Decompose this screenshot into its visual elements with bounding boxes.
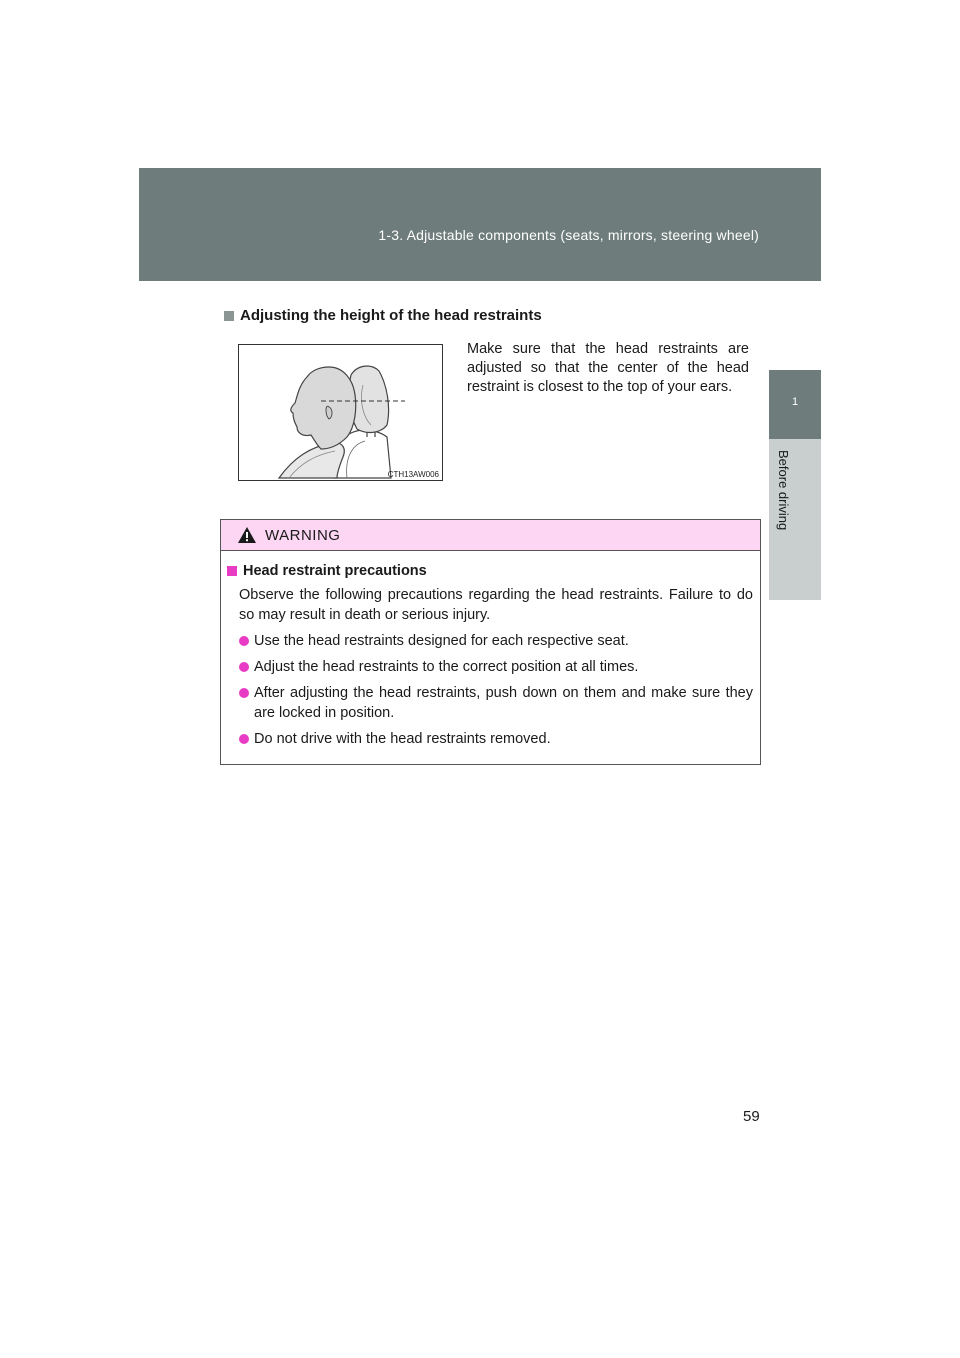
warning-bullet <box>227 729 753 749</box>
illustration-code: CTH13AW006 <box>387 470 439 479</box>
section-path-title: 1-3. Adjustable components (seats, mirrors, steering wheel) <box>378 227 759 243</box>
section-body-text: Make sure that the head restraints are adjusted so that the center of the head restraint is closest to the top of your ears. <box>467 341 749 395</box>
square-bullet-icon <box>227 566 237 576</box>
header-band <box>139 168 821 281</box>
warning-triangle-icon <box>237 526 257 544</box>
page-number: 59 <box>743 1108 760 1125</box>
section-heading <box>224 307 542 324</box>
bullet-dot-icon <box>239 734 249 744</box>
warning-bullet-text: Use the head restraints designed for each respective seat. <box>254 633 629 649</box>
warning-bullet <box>227 631 753 651</box>
chapter-tab <box>769 370 821 439</box>
warning-heading-text: Head restraint precautions <box>243 563 427 579</box>
warning-bullet-text: Adjust the head restraints to the correct position at all times. <box>254 659 639 675</box>
bullet-dot-icon <box>239 688 249 698</box>
section-heading-text: Adjusting the height of the head restraints <box>240 307 542 324</box>
warning-bullet <box>227 683 753 723</box>
head-restraint-drawing <box>239 345 442 480</box>
warning-heading <box>227 561 753 581</box>
warning-bullet-text: After adjusting the head restraints, push down on them and make sure they are locked in position. <box>254 685 753 721</box>
warning-bullet-text: Do not drive with the head restraints removed. <box>254 731 551 747</box>
bullet-dot-icon <box>239 636 249 646</box>
warning-header <box>221 520 760 551</box>
warning-intro: Observe the following precautions regarding the head restraints. Failure to do so may result in death or serious injury. <box>239 587 753 623</box>
chapter-label: Before driving <box>776 450 791 531</box>
square-bullet-icon <box>224 311 234 321</box>
warning-bullet <box>227 657 753 677</box>
bullet-dot-icon <box>239 662 249 672</box>
chapter-number: 1 <box>791 396 799 408</box>
head-restraint-illustration <box>238 344 443 481</box>
warning-box <box>220 519 761 765</box>
warning-body <box>221 551 760 749</box>
warning-title: WARNING <box>265 526 341 544</box>
